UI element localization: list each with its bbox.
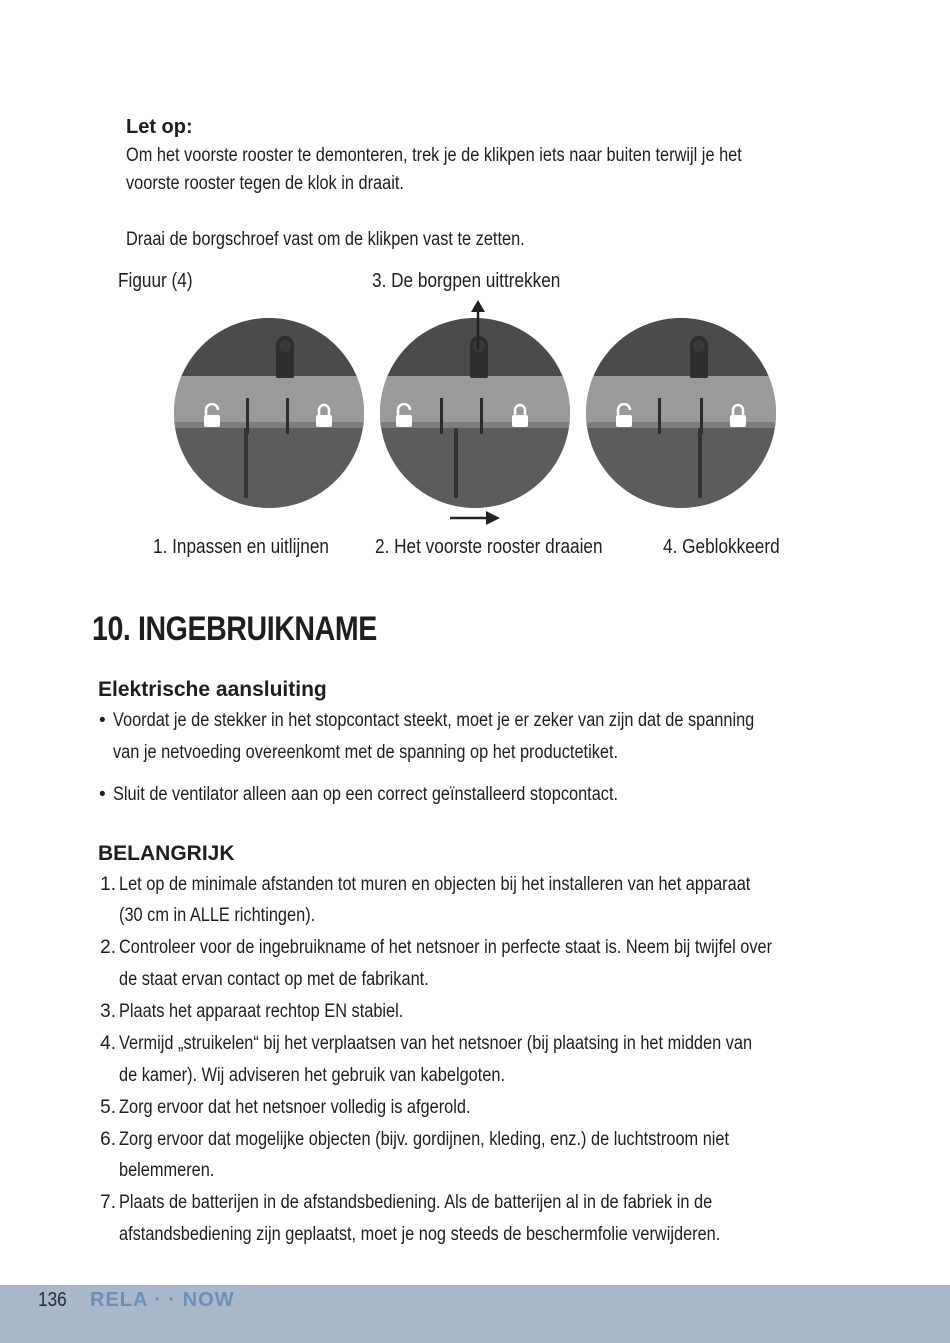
figure-circle-1 [174, 318, 364, 508]
page-number: 136 [38, 1289, 67, 1311]
electrical-bullet-1-line-1: Voordat je de stekker in het stopcontact steekt, moet je er zeker van zijn dat de spanning [113, 710, 755, 731]
note-line-2: voorste rooster tegen de klok in draait. [126, 173, 404, 194]
unlock-icon [202, 403, 222, 429]
bullet-dot: • [99, 784, 106, 805]
arrow-up-icon [466, 300, 490, 350]
list-number: 2. [100, 937, 116, 958]
electrical-heading: Elektrische aansluiting [98, 678, 327, 701]
arrow-right-icon [450, 509, 500, 527]
list-item-text: Vermijd „struikelen“ bij het verplaatsen van het netsnoer (bij plaatsing in het midden van [119, 1033, 753, 1054]
list-number: 1. [100, 874, 116, 895]
figure-step-2-label: 2. Het voorste rooster draaien [375, 536, 603, 558]
figure-step-4-label: 4. Geblokkeerd [663, 536, 780, 558]
electrical-bullet-2-line-1: Sluit de ventilator alleen aan op een correct geïnstalleerd stopcontact. [113, 784, 619, 805]
section-title: 10. INGEBRUIKNAME [92, 610, 377, 648]
list-number: 5. [100, 1097, 116, 1118]
unlock-icon [394, 403, 414, 429]
brand-logo: RELA · · NOW [90, 1289, 235, 1311]
list-item-text: Controleer voor de ingebruikname of het netsnoer in perfecte staat is. Neem bij twijfel over [119, 937, 773, 958]
list-item-text: Zorg ervoor dat mogelijke objecten (bijv. gordijnen, kleding, enz.) de luchtstroom niet [119, 1129, 730, 1150]
important-heading: BELANGRIJK [98, 842, 235, 865]
figure-label: Figuur (4) [118, 270, 193, 292]
note-line-3: Draai de borgschroef vast om de klikpen vast te zetten. [126, 229, 525, 250]
bullet-dot: • [99, 710, 106, 731]
lock-icon [510, 403, 530, 429]
list-item-text: de staat ervan contact op met de fabrikant. [119, 969, 429, 990]
electrical-bullet-1-line-2: van je netvoeding overeenkomt met de spanning op het productetiket. [113, 742, 619, 763]
list-number: 4. [100, 1033, 116, 1054]
note-title: Let op: [126, 116, 193, 138]
list-item-text: de kamer). Wij adviseren het gebruik van kabelgoten. [119, 1065, 506, 1086]
lock-icon [314, 403, 334, 429]
list-item-text: Zorg ervoor dat het netsnoer volledig is afgerold. [119, 1097, 471, 1118]
list-item-text: (30 cm in ALLE richtingen). [119, 905, 316, 926]
unlock-icon [614, 403, 634, 429]
list-item-text: Plaats het apparaat rechtop EN stabiel. [119, 1001, 404, 1022]
figure-circle-3 [586, 318, 776, 508]
lock-icon [728, 403, 748, 429]
figure-step-3-label: 3. De borgpen uittrekken [372, 270, 561, 292]
list-number: 7. [100, 1192, 116, 1213]
list-item-text: afstandsbediening zijn geplaatst, moet je nog steeds de beschermfolie verwijderen. [119, 1224, 721, 1245]
note-line-1: Om het voorste rooster te demonteren, trek je de klikpen iets naar buiten terwijl je het [126, 145, 742, 166]
list-item-text: Plaats de batterijen in de afstandsbediening. Als de batterijen al in de fabriek in de [119, 1192, 713, 1213]
figure-step-1-label: 1. Inpassen en uitlijnen [153, 536, 329, 558]
list-item-text: belemmeren. [119, 1160, 215, 1181]
list-number: 3. [100, 1001, 116, 1022]
list-number: 6. [100, 1129, 116, 1150]
list-item-text: Let op de minimale afstanden tot muren en objecten bij het installeren van het apparaat [119, 874, 751, 895]
